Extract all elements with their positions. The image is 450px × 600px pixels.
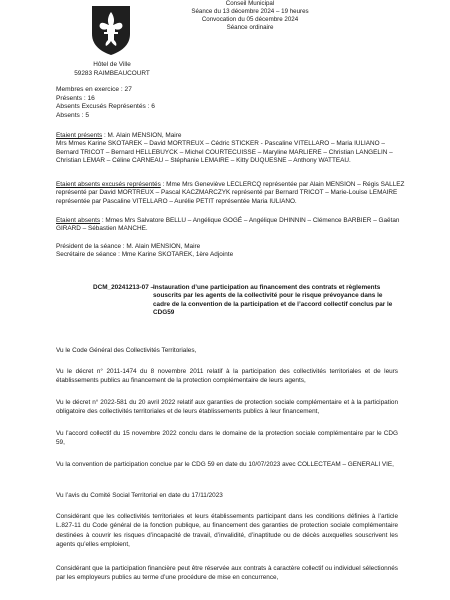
session-date: Séance du 13 décembre 2024 – 19 heures	[191, 8, 309, 16]
excused-label: Etaient absents excusés représentés	[56, 181, 161, 188]
deliberation-title: Instauration d’une participation au financement des contrats et règlements souscrits par les agents de la collectivité pour le risque prévoyance dans le cadre de la convention de la participation et de l’accord collectif conclus par le CDG59	[153, 284, 393, 317]
paragraph: Vu la convention de participation conclue par le CDG 59 en date du 10/07/2023 avec COLLECTEAM – GENERALI VIE,	[56, 461, 394, 468]
paragraph: Considérant que les collectivités territoriales et leurs établissements participant dans les conditions définies à l’article L.827-11 du Code général de la fonction publique, au financement des garanties de protection sociale complémentaire destinées à couvrir les risques d’incapacité de travail, d’invalidité, d’inaptitude ou de décès auxquelles souscrivent les agents qu’elles emploient,	[56, 513, 398, 548]
session-officers	[56, 243, 406, 260]
session-president: Président de la séance : M. Alain MENSION, Maire	[56, 243, 201, 250]
session-type: Séance ordinaire	[226, 24, 274, 32]
fleur-de-lis-shield-icon	[90, 4, 132, 56]
excused-list: : Mme Mrs Geneviève LECLERCQ représentée par Alain MENSION – Régis SALLEZ représenté par David MORTREUX – Pascal KACZMARCZYK représenté par Bernard TRICOT – Marie-Louise LEMAIRE représentée par Pascaline VITELLARO – Aurélie PETIT représentée Maria IULIANO.	[56, 181, 405, 205]
paragraph: Vu le décret n° 2022-581 du 20 avril 2022 relatif aux garanties de protection sociale complémentaire et à la participation obligatoire des collectivités territoriales et de leurs établissements publics à leur financement,	[56, 399, 398, 416]
paragraph: Vu l’avis du Comité Social Territorial en date du 17/11/2023	[56, 492, 223, 499]
present-count: Présents : 16	[56, 94, 95, 102]
present-label: Etaient présents	[56, 132, 103, 139]
present-list: Mrs Mmes Karine SKOTAREK – David MORTREUX – Cédric STICKER - Pascaline VITELLARO – Maria IULIANO – Bernard TRICOT – Bernard HELLEBUYCK – Michel COURTECUISSE – Maryline MARLIERE – Christian LANGELIN – Christian LEMAR – Céline CARNEAU – Stéphanie LEMAIRE – Kitty DUQUESNE – Anthony WATTEAU.	[56, 140, 393, 165]
present-mayor: : M. Alain MENSION, Maire	[102, 132, 182, 139]
present-section	[56, 132, 406, 166]
excused-count: Absents Excusés Représentés : 6	[56, 103, 155, 111]
paragraph: Vu l’accord collectif du 15 novembre 2022 conclu dans le domaine de la protection sociale complémentaire par le CDG 59,	[56, 430, 398, 447]
members-count: Membres en exercice : 27	[56, 86, 132, 93]
absent-list: : Mmes Mrs Salvatore BELLU – Angélique GOGÉ – Angélique DHINNIN – Clémence BARBIER – Gaëtan GIRARD – Sébastien MANCHE.	[56, 217, 400, 233]
paragraph: Considérant que la participation financière peut être réservée aux contrats à caractère collectif ou individuel sélectionnés par les employeurs publics au terme d’une procédure de mise en concurrence,	[56, 565, 398, 582]
absent-count: Absents : 5	[56, 112, 89, 120]
paragraph: Vu le décret n° 2011-1474 du 8 novembre 2011 relatif à la participation des collectivités territoriales et de leurs établissements publics au financement de la protection complémentaire de leurs agents,	[56, 368, 398, 385]
attendance-stats	[56, 86, 155, 121]
town-block	[72, 61, 152, 78]
town-address: 59283 RAIMBEAUCOURT	[74, 69, 150, 77]
absent-section	[56, 217, 406, 234]
paragraph: Vu le Code Général des Collectivités Territoriales,	[56, 347, 197, 354]
deliberation-code: DCM_20241213-07 –	[93, 284, 155, 291]
session-secretary: Secrétaire de séance : Mme Karine SKOTAREK, 1ère Adjointe	[56, 251, 234, 259]
header-title: Conseil Municipal	[225, 0, 275, 7]
town-hall: Hôtel de Ville	[93, 61, 131, 68]
absent-label: Etaient absents	[56, 217, 101, 224]
convocation-date: Convocation du 05 décembre 2024	[201, 16, 299, 24]
meeting-header	[190, 0, 310, 32]
excused-section	[56, 181, 406, 206]
